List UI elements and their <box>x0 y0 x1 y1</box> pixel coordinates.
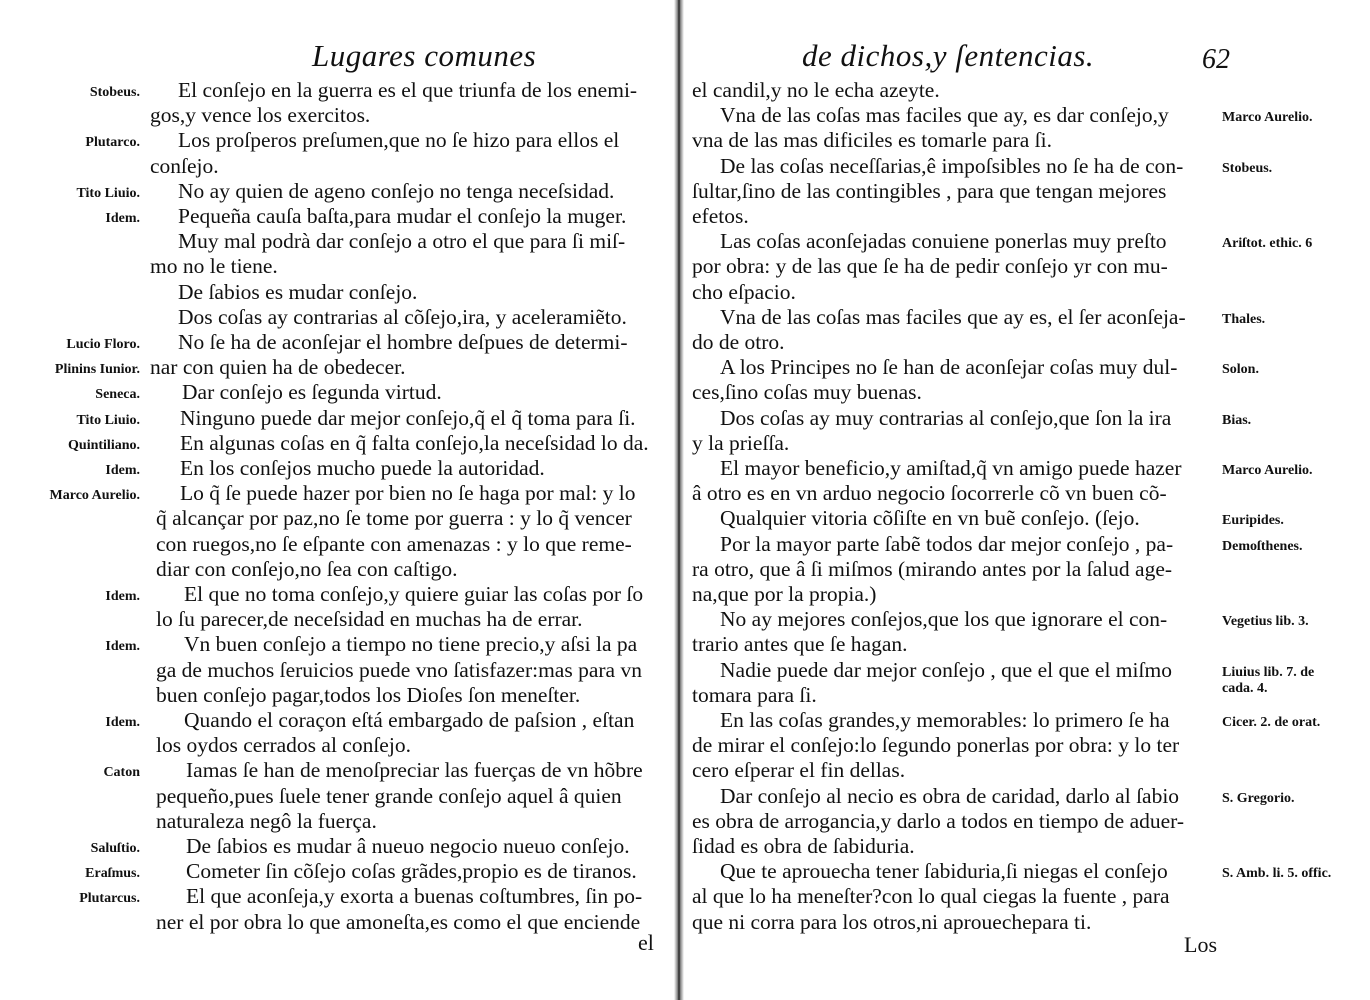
margin-note: Idem. <box>105 463 140 478</box>
text-line: que ni corra para los otros,ni aprouechepara ti. <box>692 909 1092 934</box>
margin-note: S. Amb. li. 5. offic. <box>1222 866 1332 882</box>
text-line: El mayor beneficio,y amiſtad,q̃ vn amigo puede hazer <box>720 456 1182 480</box>
text-line: cero eſperar el fin dellas. <box>692 758 906 783</box>
left-running-head: Lugares comunes <box>312 38 537 73</box>
left-catchword: el <box>638 930 654 955</box>
text-line: pequeño,pues ſuele tener grande conſejo aquel â quien <box>156 783 622 808</box>
text-line: Lo q̃ ſe puede hazer por bien no ſe haga por mal: y lo <box>180 481 636 506</box>
margin-note: Saluſtio. <box>90 841 140 856</box>
text-line: Por la mayor parte ſabẽ todos dar mejor conſejo , pa- <box>720 531 1174 556</box>
text-line: Dar conſejo al necio es obra de caridad, darlo al ſabio <box>720 783 1180 808</box>
margin-note: Ariſtot. ethic. 6 <box>1222 236 1313 252</box>
text-line: tomara para ſi. <box>692 682 817 707</box>
text-line: No ay mejores conſejos,que los que ignorare el con- <box>720 607 1168 632</box>
text-line: El conſejo en la guerra es el que triunfa de los enemi- <box>178 78 638 102</box>
text-line: lo ſu parecer,de neceſsidad en muchas ha de errar. <box>156 607 583 632</box>
margin-note: Plinins Iunior. <box>54 362 140 378</box>
left-page <box>0 0 676 1000</box>
text-line: Vna de las coſas mas faciles que ay es, el ſer aconſeja- <box>720 304 1186 329</box>
margin-note: cada. 4. <box>1222 680 1268 696</box>
text-line: por obra: y de las que ſe ha de pedir conſejo yr con mu- <box>692 254 1168 279</box>
book-gutter <box>674 0 684 1000</box>
right-catchword: Los <box>1184 932 1217 957</box>
text-line: Dos coſas ay muy contrarias al conſejo,que ſon la ira <box>720 405 1172 430</box>
text-line: naturaleza negô la fuerça. <box>156 808 377 833</box>
margin-note: Plutarcus. <box>79 891 140 907</box>
margin-note: Eraſmus. <box>85 866 140 882</box>
text-line: ſultar,ſino de las contingibles , para que tengan mejores <box>692 178 1167 203</box>
text-line: na,que por la propia.) <box>692 582 877 606</box>
text-line: Vna de las coſas mas faciles que ay, es dar conſejo,y <box>720 103 1169 128</box>
text-line: al que lo ha meneſter?con lo qual ciegas la fuente , para <box>692 884 1170 909</box>
text-line: El que aconſeja,y exorta a buenas coſtumbres, ſin po- <box>186 884 643 909</box>
margin-note: Stobeus. <box>89 85 140 100</box>
text-line: buen conſejo pagar,todos los Dioſes ſon meneſter. <box>156 682 581 707</box>
text-line: cho eſpacio. <box>692 279 796 304</box>
text-line: Iamas ſe han de menoſpreciar las fuerças de vn hõbre <box>186 758 643 783</box>
text-line: q̃ alcançar por paz,no ſe tome por guerra : y lo q̃ vencer <box>156 506 632 531</box>
margin-note: Plutarco. <box>85 135 140 151</box>
text-line: No ſe ha de aconſejar el hombre deſpues de determi- <box>178 330 628 354</box>
margin-note: Liuius lib. 7. de <box>1222 664 1315 680</box>
text-line: vna de las mas dificiles es tomarle para ſi. <box>692 128 1052 153</box>
text-line: Cometer ſin cõſejo coſas grãdes,propio es de tiranos. <box>186 859 637 884</box>
text-line: De ſabios es mudar conſejo. <box>178 279 418 304</box>
text-line: ſidad es obra de ſabiduria. <box>692 834 915 858</box>
text-line: En los conſejos mucho puede la autoridad. <box>180 456 545 480</box>
margin-note: Vegetius lib. 3. <box>1222 614 1309 630</box>
text-line: Dar conſejo es ſegunda virtud. <box>182 380 442 405</box>
margin-note: S. Gregorio. <box>1222 790 1295 806</box>
text-line: A los Principes no ſe han de aconſejar coſas muy dul- <box>720 355 1178 380</box>
text-line: conſejo. <box>150 153 219 178</box>
text-line: No ay quien de ageno conſejo no tenga neceſsidad. <box>178 178 615 203</box>
text-line: ga de muchos ſeruicios puede vno ſatisfazer:mas para vn <box>156 657 642 682</box>
text-line: En las coſas grandes,y memorables: lo primero ſe ha <box>720 708 1170 732</box>
text-line: Las coſas aconſejadas conuiene ponerlas muy preſto <box>720 229 1167 254</box>
text-line: do de otro. <box>692 330 785 354</box>
margin-note: Caton <box>103 765 140 781</box>
margin-note: Demoſthenes. <box>1222 538 1303 554</box>
text-line: Muy mal podrà dar conſejo a otro el que para ſi miſ- <box>178 229 626 254</box>
margin-note: Thales. <box>1222 311 1266 327</box>
text-line: trario antes que ſe hagan. <box>692 632 908 657</box>
text-line: Que te aprouecha tener ſabiduria,ſi niegas el conſejo <box>720 859 1168 884</box>
text-line: El que no toma conſejo,y quiere guiar las coſas por ſo <box>184 582 644 606</box>
text-line: â otro es en vn arduo negocio ſocorrerle cõ vn buen cõ- <box>692 481 1167 506</box>
text-line: Dos coſas ay contrarias al cõſejo,ira, y aceleramiẽto. <box>178 304 627 329</box>
margin-note: Tito Liuio. <box>76 185 140 201</box>
margin-note: Tito Liuio. <box>76 412 140 428</box>
text-line: nar con quien ha de obedecer. <box>150 355 406 380</box>
margin-note: Marco Aurelio. <box>1222 463 1313 478</box>
text-line: Quando el coraçon eſtá embargado de paſsion , eſtan <box>184 708 635 732</box>
text-line: En algunas coſas en q̃ falta conſejo,la neceſsidad lo da. <box>180 430 649 455</box>
margin-note: Stobeus. <box>1222 160 1273 176</box>
text-line: Vn buen conſejo a tiempo no tiene precio,y aſsi la pa <box>184 632 638 657</box>
text-line: con ruegos,no ſe eſpante con amenazas : y lo que reme- <box>156 531 632 556</box>
margin-note: Seneca. <box>95 387 140 403</box>
margin-note: Euripides. <box>1222 513 1284 529</box>
text-line: es obra de arrogancia,y darlo a todos en tiempo de aduer- <box>692 808 1185 833</box>
margin-note: Lucio Floro. <box>66 337 140 352</box>
margin-note: Idem. <box>105 211 140 226</box>
text-line: diar con conſejo,no ſea con caſtigo. <box>156 556 458 581</box>
text-line: ra otro, que â ſi miſmos (mirando antes por la ſalud age- <box>692 556 1173 581</box>
text-line: De las coſas neceſſarias,ê impoſsibles no ſe ha de con- <box>720 153 1184 178</box>
text-line: los oydos cerrados al conſejo. <box>156 733 411 758</box>
text-line: Los proſperos preſumen,que no ſe hizo para ellos el <box>178 128 620 153</box>
right-page <box>684 0 1370 1000</box>
right-running-head: de dichos,y ſentencias. <box>802 38 1095 73</box>
margin-note: Quintiliano. <box>68 437 140 453</box>
text-line: y la prieſſa. <box>692 430 790 455</box>
text-line: Qualquier vitoria cõſiſte en vn buẽ conſejo. (ſejo. <box>720 506 1140 531</box>
text-line: mo no le tiene. <box>150 254 278 279</box>
margin-note: Idem. <box>105 639 140 655</box>
margin-note: Idem. <box>105 589 140 604</box>
text-line: Nadie puede dar mejor conſejo , que el que el miſmo <box>720 657 1172 682</box>
margin-note: Solon. <box>1222 362 1259 378</box>
margin-note: Cicer. 2. de orat. <box>1222 715 1321 730</box>
text-line: De ſabios es mudar â nueuo negocio nueuo conſejo. <box>186 834 630 858</box>
text-line: ner el por obra lo que amoneſta,es como el que enciende <box>156 909 641 934</box>
text-line: Pequeña cauſa baſta,para mudar el conſejo la muger. <box>178 204 627 228</box>
text-line: efetos. <box>692 204 749 228</box>
text-line: el candil,y no le echa azeyte. <box>692 78 940 102</box>
margin-note: Bias. <box>1222 412 1252 428</box>
margin-note: Marco Aurelio. <box>1222 110 1313 126</box>
text-line: ces,ſino coſas muy buenas. <box>692 380 922 405</box>
text-line: de mirar el conſejo:lo ſegundo ponerlas por obra: y lo ter <box>692 733 1180 758</box>
margin-note: Marco Aurelio. <box>49 488 140 504</box>
margin-note: Idem. <box>105 715 140 730</box>
page-number: 62 <box>1202 44 1230 75</box>
text-line: gos,y vence los exercitos. <box>150 103 371 128</box>
text-line: Ninguno puede dar mejor conſejo,q̃ el q̃ toma para ſi. <box>180 405 636 430</box>
